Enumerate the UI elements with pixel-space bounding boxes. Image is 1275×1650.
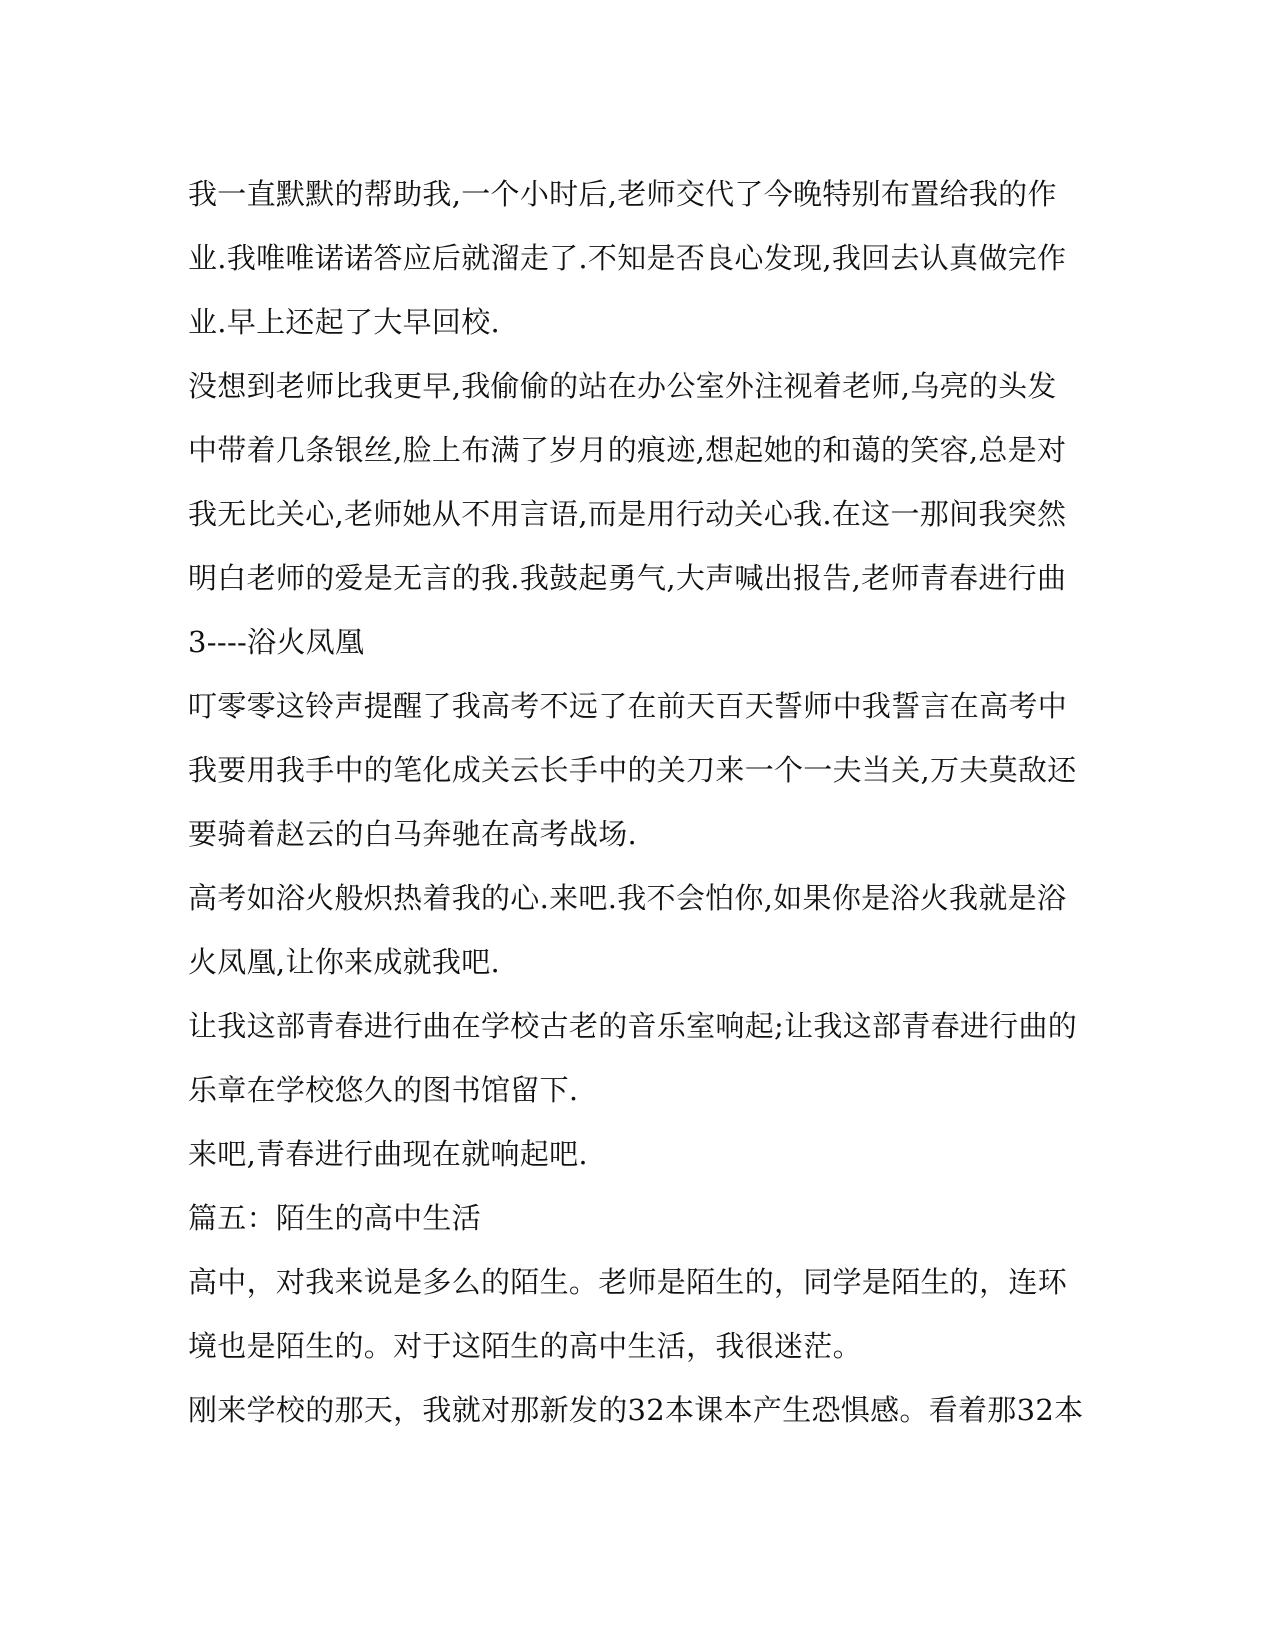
text-line: 火凤凰,让你来成就我吧. bbox=[188, 945, 501, 979]
text-line: 中带着几条银丝,脸上布满了岁月的痕迹,想起她的和蔼的笑容,总是对 bbox=[188, 433, 1067, 467]
text-line: 境也是陌生的。对于这陌生的高中生活，我很迷茫。 bbox=[188, 1329, 862, 1363]
text-line: 乐章在学校悠久的图书馆留下. bbox=[188, 1073, 579, 1107]
text-line: 业.早上还起了大早回校. bbox=[188, 305, 501, 339]
text-line: 没想到老师比我更早,我偷偷的站在办公室外注视着老师,乌亮的头发 bbox=[188, 369, 1057, 403]
text-line: 明白老师的爱是无言的我.我鼓起勇气,大声喊出报告,老师青春进行曲 bbox=[188, 561, 1067, 595]
text-line: 业.我唯唯诺诺答应后就溜走了.不知是否良心发现,我回去认真做完作 bbox=[188, 241, 1067, 275]
text-line: 高中，对我来说是多么的陌生。老师是陌生的，同学是陌生的，连环 bbox=[188, 1265, 1068, 1299]
text-line: 刚来学校的那天，我就对那新发的32本课本产生恐惧感。看着那32本 bbox=[188, 1393, 1084, 1427]
document-body bbox=[188, 162, 1088, 1442]
text-line: 我要用我手中的笔化成关云长手中的关刀来一个一夫当关,万夫莫敌还 bbox=[188, 753, 1077, 787]
text-line: 高考如浴火般炽热着我的心.来吧.我不会怕你,如果你是浴火我就是浴 bbox=[188, 881, 1067, 915]
text-line: 我无比关心,老师她从不用言语,而是用行动关心我.在这一那间我突然 bbox=[188, 497, 1067, 531]
text-line: 来吧,青春进行曲现在就响起吧. bbox=[188, 1137, 588, 1171]
text-line: 我一直默默的帮助我,一个小时后,老师交代了今晚特别布置给我的作 bbox=[188, 177, 1057, 211]
section-heading: 篇五：陌生的高中生活 bbox=[188, 1201, 482, 1235]
text-line: 让我这部青春进行曲在学校古老的音乐室响起;让我这部青春进行曲的 bbox=[188, 1009, 1078, 1043]
text-line: 叮零零这铃声提醒了我高考不远了在前天百天誓师中我誓言在高考中 bbox=[188, 689, 1068, 723]
text-line: 要骑着赵云的白马奔驰在高考战场. bbox=[188, 817, 638, 851]
text-line: 3----浴火凤凰 bbox=[188, 625, 365, 659]
